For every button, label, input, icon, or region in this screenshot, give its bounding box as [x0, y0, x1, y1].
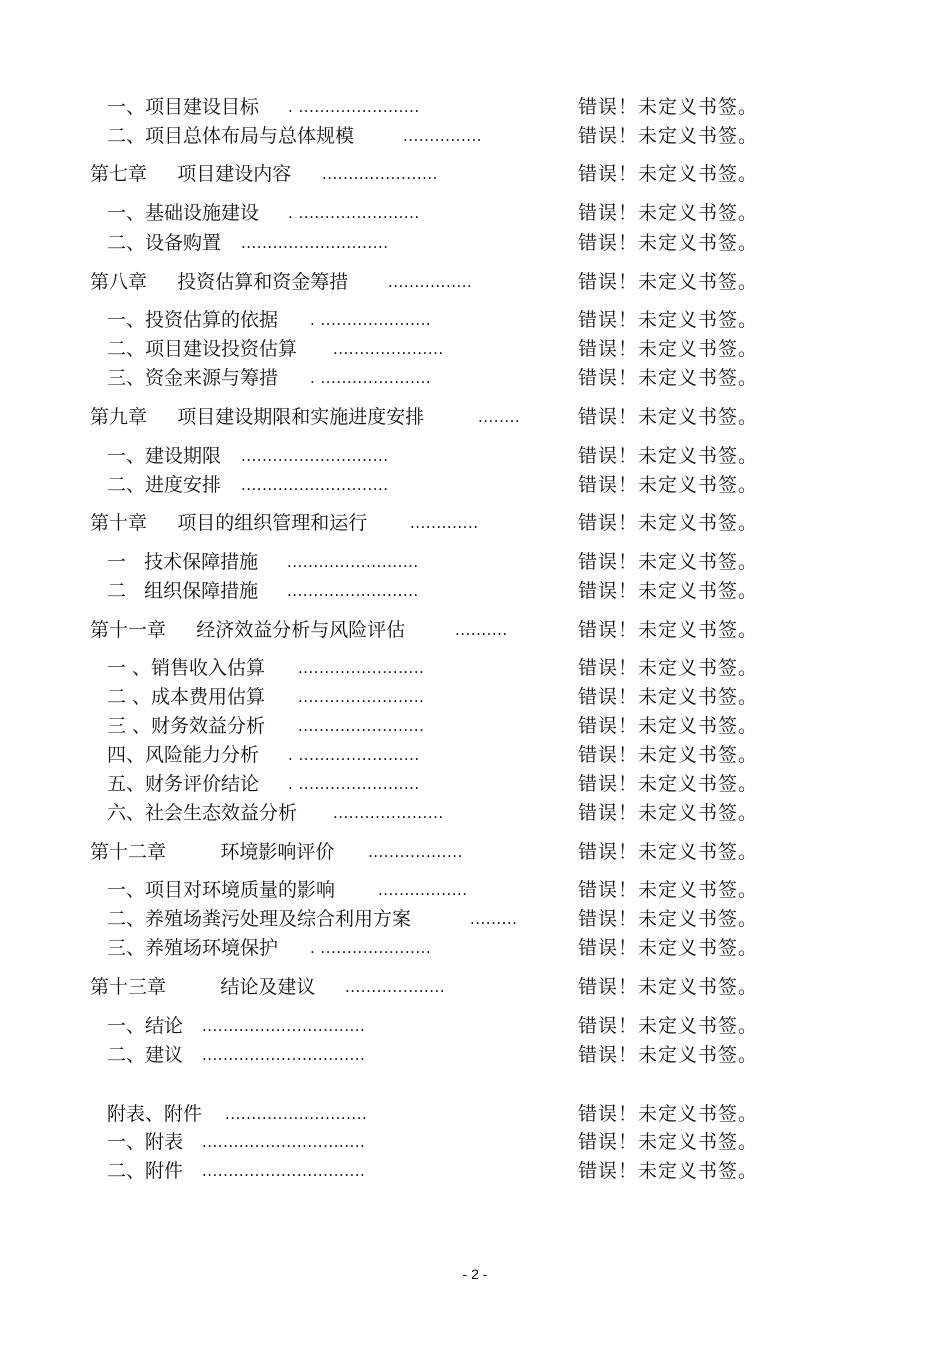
toc-entry-title: 二、养殖场粪污处理及综合利用方案 [107, 908, 412, 930]
toc-entry-page-ref: 错误！未定义书签。 [578, 1131, 759, 1153]
toc-entry-title: 第九章 项目建设期限和实施进度安排 [90, 406, 425, 428]
toc-leader-dots: ............................... [202, 1133, 366, 1151]
toc-entry-title: 第八章 投资估算和资金筹措 [90, 271, 349, 293]
toc-entry-title: 第十一章 经济效益分析与风险评估 [90, 619, 406, 641]
toc-entry-title: 三 、财务效益分析 [107, 715, 266, 737]
toc-entry-title: 第十二章 环境影响评价 [90, 841, 335, 863]
toc-entry-page-ref: 错误！未定义书签。 [578, 908, 759, 930]
toc-entry-title: 四、风险能力分析 [107, 744, 260, 766]
toc-entry-title: 附表、附件 [107, 1103, 203, 1125]
toc-leader-dots: . ....................... [288, 775, 420, 793]
toc-entry-title: 一、结论 [107, 1015, 184, 1037]
toc-entry-page-ref: 错误！未定义书签。 [578, 686, 759, 708]
toc-entry-page-ref: 错误！未定义书签。 [578, 744, 759, 766]
toc-entry-title: 第十三章 结论及建议 [90, 976, 316, 998]
toc-entry-title: 一 技术保障措施 [107, 551, 259, 573]
toc-entry-title: 一、建设期限 [107, 445, 222, 467]
toc-leader-dots: . ..................... [310, 311, 432, 329]
toc-leader-dots: ............................ [241, 447, 389, 465]
toc-leader-dots: ............................... [202, 1017, 366, 1035]
toc-entry-page-ref: 错误！未定义书签。 [578, 309, 759, 331]
toc-entry-title: 二、进度安排 [107, 474, 222, 496]
toc-entry-title: 二、项目建设投资估算 [107, 338, 298, 360]
toc-entry-title: 二、建议 [107, 1044, 184, 1066]
toc-leader-dots: ........................ [298, 717, 425, 735]
toc-leader-dots: ......... [470, 910, 518, 928]
toc-leader-dots: ......................... [287, 553, 419, 571]
toc-entry-title: 二、项目总体布局与总体规模 [107, 125, 355, 147]
toc-entry-title: 一、基础设施建设 [107, 202, 260, 224]
toc-entry-page-ref: 错误！未定义书签。 [578, 163, 759, 185]
toc-entry-page-ref: 错误！未定义书签。 [578, 202, 759, 224]
toc-leader-dots: .......... [455, 621, 508, 639]
toc-leader-dots: ............................ [241, 476, 389, 494]
toc-leader-dots: . ..................... [310, 369, 432, 387]
toc-entry-title: 第七章 项目建设内容 [90, 163, 292, 185]
toc-entry-title: 二、附件 [107, 1160, 184, 1182]
toc-entry-title: 五、财务评价结论 [107, 773, 260, 795]
page-number: - 2 - [462, 1266, 488, 1282]
toc-entry-page-ref: 错误！未定义书签。 [578, 125, 759, 147]
toc-leader-dots: . ....................... [288, 98, 420, 116]
toc-leader-dots: ........................... [225, 1105, 368, 1123]
toc-entry-title: 三、养殖场环境保护 [107, 937, 279, 959]
toc-leader-dots: ...................... [322, 165, 438, 183]
toc-entry-page-ref: 错误！未定义书签。 [578, 715, 759, 737]
toc-entry-page-ref: 错误！未定义书签。 [578, 1160, 759, 1182]
toc-leader-dots: ............... [403, 127, 483, 145]
toc-entry-page-ref: 错误！未定义书签。 [578, 1015, 759, 1037]
toc-entry-title: 二 组织保障措施 [107, 580, 259, 602]
toc-entry-page-ref: 错误！未定义书签。 [578, 937, 759, 959]
toc-entry-page-ref: 错误！未定义书签。 [578, 406, 759, 428]
toc-leader-dots: ............................ [241, 234, 389, 252]
toc-entry-page-ref: 错误！未定义书签。 [578, 367, 759, 389]
toc-entry-page-ref: 错误！未定义书签。 [578, 551, 759, 573]
toc-leader-dots: ........ [478, 408, 521, 426]
toc-entry-title: 三、资金来源与筹措 [107, 367, 279, 389]
toc-entry-page-ref: 错误！未定义书签。 [578, 619, 759, 641]
toc-leader-dots: ........................ [298, 659, 425, 677]
toc-entry-title: 一、项目对环境质量的影响 [107, 879, 336, 901]
toc-entry-page-ref: 错误！未定义书签。 [578, 1044, 759, 1066]
toc-entry-title: 一、投资估算的依据 [107, 309, 279, 331]
toc-entry-page-ref: 错误！未定义书签。 [578, 657, 759, 679]
toc-entry-page-ref: 错误！未定义书签。 [578, 841, 759, 863]
toc-leader-dots: ..................... [333, 804, 444, 822]
toc-leader-dots: . ....................... [288, 746, 420, 764]
toc-entry-title: 一、附表 [107, 1131, 184, 1153]
toc-entry-title: 第十章 项目的组织管理和运行 [90, 512, 368, 534]
toc-entry-page-ref: 错误！未定义书签。 [578, 232, 759, 254]
toc-entry-page-ref: 错误！未定义书签。 [578, 773, 759, 795]
toc-entry-page-ref: 错误！未定义书签。 [578, 1103, 759, 1125]
toc-entry-title: 一 、销售收入估算 [107, 657, 266, 679]
toc-leader-dots: ............. [410, 514, 479, 532]
toc-leader-dots: ................. [378, 881, 468, 899]
toc-entry-page-ref: 错误！未定义书签。 [578, 976, 759, 998]
toc-entry-page-ref: 错误！未定义书签。 [578, 512, 759, 534]
toc-entry-page-ref: 错误！未定义书签。 [578, 271, 759, 293]
toc-leader-dots: .................. [368, 843, 463, 861]
toc-leader-dots: ................... [345, 978, 446, 996]
toc-entry-title: 二、设备购置 [107, 232, 222, 254]
toc-leader-dots: ......................... [287, 582, 419, 600]
toc-entry-page-ref: 错误！未定义书签。 [578, 96, 759, 118]
toc-entry-title: 一、项目建设目标 [107, 96, 260, 118]
toc-leader-dots: ........................ [298, 688, 425, 706]
toc-entry-page-ref: 错误！未定义书签。 [578, 580, 759, 602]
toc-leader-dots: ................ [388, 273, 473, 291]
toc-entry-page-ref: 错误！未定义书签。 [578, 474, 759, 496]
toc-leader-dots: ............................... [202, 1046, 366, 1064]
toc-leader-dots: . ..................... [310, 939, 432, 957]
toc-entry-title: 二 、成本费用估算 [107, 686, 266, 708]
toc-leader-dots: ..................... [333, 340, 444, 358]
toc-entry-title: 六、社会生态效益分析 [107, 802, 298, 824]
toc-leader-dots: ............................... [202, 1162, 366, 1180]
toc-entry-page-ref: 错误！未定义书签。 [578, 802, 759, 824]
toc-entry-page-ref: 错误！未定义书签。 [578, 879, 759, 901]
toc-entry-page-ref: 错误！未定义书签。 [578, 445, 759, 467]
toc-leader-dots: . ....................... [288, 204, 420, 222]
toc-entry-page-ref: 错误！未定义书签。 [578, 338, 759, 360]
